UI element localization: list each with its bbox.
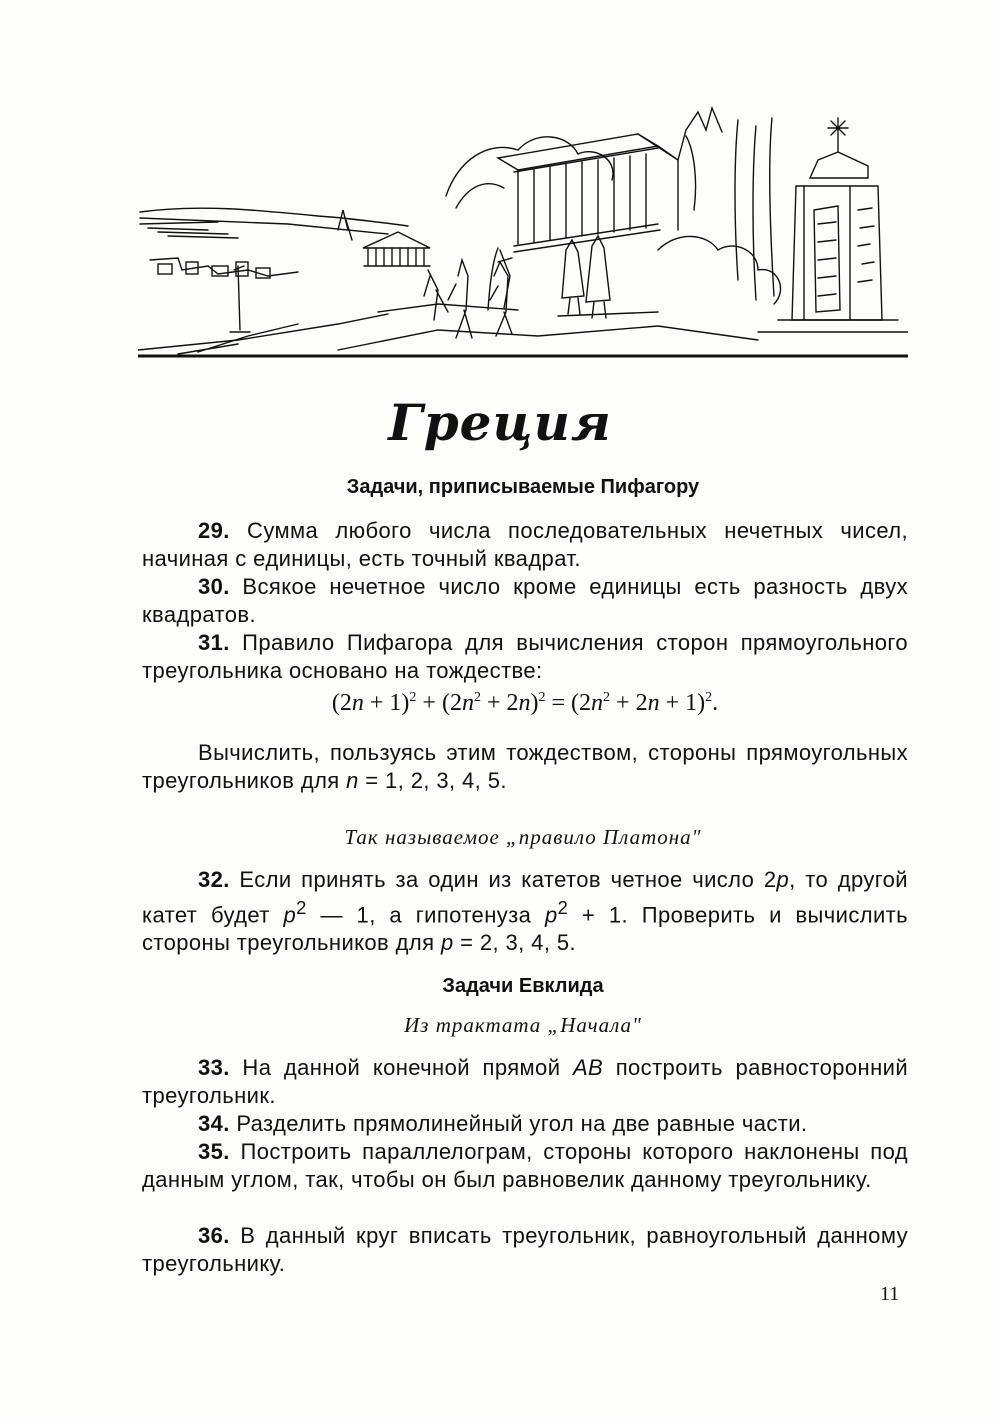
problem-number: 35. xyxy=(198,1139,230,1164)
problem-number: 36. xyxy=(198,1223,230,1248)
problem-33: 33. На данной конечной прямой AB построить равносторонний треугольник. xyxy=(142,1055,909,1108)
problem-number: 31. xyxy=(198,630,230,655)
problem-number: 30. xyxy=(198,574,230,599)
problem-text: В данный круг вписать треугольник, равноугольный данному треугольнику. xyxy=(142,1223,908,1276)
problem-36 xyxy=(142,1222,908,1278)
page-number: 11 xyxy=(880,1283,900,1305)
problem-34 xyxy=(142,1110,908,1138)
pythagoras-identity-formula: $(2n + 1)^2 + (2n^2 + 2n)^2 = (2n^2 + 2n + 1)^2$. xyxy=(331,690,719,716)
problem-30 xyxy=(142,573,908,629)
problem-text: Сумма любого числа последовательных нечетных чисел, начиная с единицы, есть точный квадрат. xyxy=(142,518,909,571)
problem-29 xyxy=(142,517,908,573)
problem-text: Всякое нечетное число кроме единицы есть разность двух квадратов. xyxy=(142,574,908,627)
problem-text: Разделить прямолинейный угол на две равные части. xyxy=(236,1111,808,1136)
section-heading-pythagoras: Задачи, приписываемые Пифагору xyxy=(346,476,700,498)
section-subheading-plato: Так называемое „правило Платона" xyxy=(344,825,702,849)
problem-number: 29. xyxy=(198,518,230,543)
problem-35 xyxy=(142,1138,908,1194)
problem-number: 32. xyxy=(198,867,230,892)
chapter-title: Греция xyxy=(388,393,612,452)
section-heading-euclid: Задачи Евклида xyxy=(442,975,604,997)
problem-number: 33. xyxy=(198,1055,230,1080)
problem-text: Правило Пифагора для вычисления сторон прямоугольного треугольника основано на тождестве: xyxy=(142,630,909,683)
greek-landscape-engraving-icon xyxy=(138,100,908,358)
section-subheading-elements: Из трактата „Начала" xyxy=(404,1013,642,1037)
problem-31-continuation: Вычислить, пользуясь этим тождеством, стороны прямоугольных треугольников для n = 1, 2, 3, 4, 5. xyxy=(142,740,908,793)
problem-number: 34. xyxy=(198,1111,230,1136)
problem-text: Построить параллелограм, стороны которого наклонены под данным углом, так, чтобы он был равновелик данному треугольнику. xyxy=(142,1139,908,1192)
problem-32: 32. Если принять за один из катетов четное число 2p, то другой катет будет $p^2$ — 1, а гипотенуза $p^2 + 1$. Проверить и вычислить стороны треугольников для p = 2, 3, 4, 5. xyxy=(142,867,908,956)
problem-31 xyxy=(142,629,908,685)
